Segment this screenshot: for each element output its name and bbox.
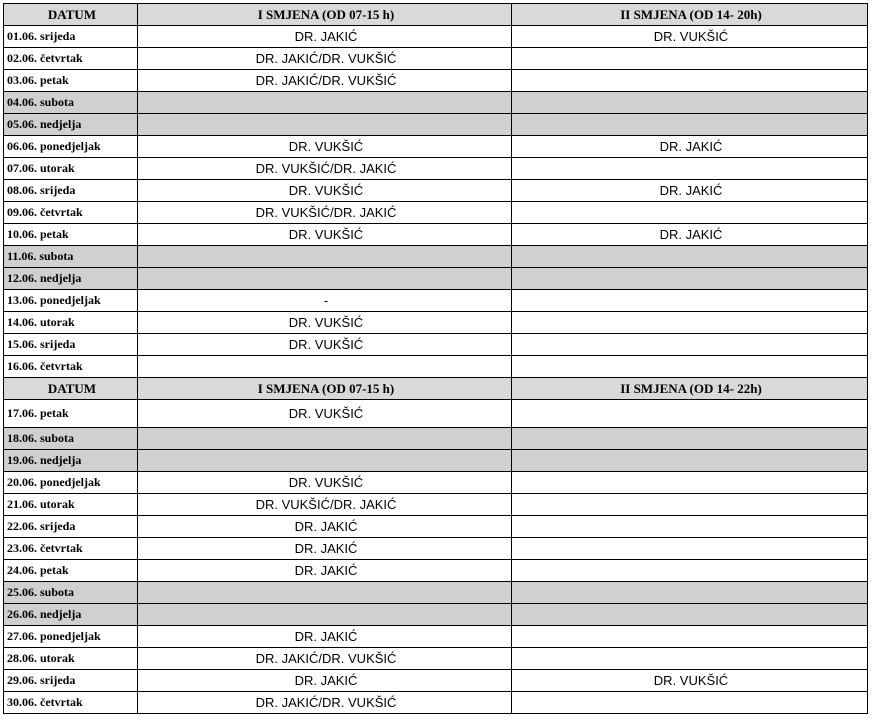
table-row [4,494,868,516]
shift-2-cell [512,450,868,472]
table-row [4,92,868,114]
shift-1-cell: DR. VUKŠIĆ [138,136,512,158]
table-row [4,450,868,472]
shift-2-cell [512,202,868,224]
shift-2-cell [512,604,868,626]
shift-2-cell: DR. JAKIĆ [512,224,868,246]
table-row [4,334,868,356]
table-row [4,70,868,92]
shift-1-cell: DR. JAKIĆ/DR. VUKŠIĆ [138,648,512,670]
shift-2-cell [512,312,868,334]
table-row [4,246,868,268]
shift-2-cell [512,290,868,312]
header-shift-2: II SMJENA (OD 14- 22h) [512,378,868,400]
shift-2-cell: DR. VUKŠIĆ [512,670,868,692]
date-cell: 27.06. ponedjeljak [4,626,138,648]
table-row [4,516,868,538]
shift-2-cell: DR. JAKIĆ [512,180,868,202]
shift-2-cell [512,538,868,560]
shift-1-cell: DR. JAKIĆ/DR. VUKŠIĆ [138,48,512,70]
date-cell: 28.06. utorak [4,648,138,670]
shift-2-cell [512,334,868,356]
shift-1-cell: DR. JAKIĆ [138,670,512,692]
table-row [4,648,868,670]
header-shift-1: I SMJENA (OD 07-15 h) [138,378,512,400]
date-cell: 16.06. četvrtak [4,356,138,378]
header-shift-1: I SMJENA (OD 07-15 h) [138,4,512,26]
date-cell: 04.06. subota [4,92,138,114]
shift-2-cell [512,648,868,670]
shift-2-cell [512,114,868,136]
shift-1-cell: DR. JAKIĆ [138,626,512,648]
shift-1-cell: DR. JAKIĆ [138,516,512,538]
shift-1-cell [138,114,512,136]
table-row [4,582,868,604]
shift-2-cell [512,494,868,516]
shift-1-cell [138,268,512,290]
table-row [4,428,868,450]
date-cell: 18.06. subota [4,428,138,450]
date-cell: 30.06. četvrtak [4,692,138,714]
date-cell: 01.06. srijeda [4,26,138,48]
table-row [4,692,868,714]
date-cell: 19.06. nedjelja [4,450,138,472]
shift-1-cell: DR. VUKŠIĆ/DR. JAKIĆ [138,158,512,180]
shift-1-cell [138,246,512,268]
shift-2-cell [512,472,868,494]
table-row [4,356,868,378]
shift-2-cell [512,626,868,648]
date-cell: 21.06. utorak [4,494,138,516]
header-row [4,4,868,26]
shift-1-cell: DR. VUKŠIĆ/DR. JAKIĆ [138,202,512,224]
shift-2-cell [512,356,868,378]
shift-1-cell: DR. VUKŠIĆ [138,472,512,494]
date-cell: 08.06. srijeda [4,180,138,202]
shift-1-cell: DR. JAKIĆ [138,560,512,582]
shift-1-cell: DR. VUKŠIĆ [138,312,512,334]
date-cell: 11.06. subota [4,246,138,268]
date-cell: 20.06. ponedjeljak [4,472,138,494]
header-row [4,378,868,400]
table-row [4,670,868,692]
shift-2-cell [512,92,868,114]
table-row [4,626,868,648]
shift-1-cell: DR. VUKŠIĆ/DR. JAKIĆ [138,494,512,516]
table-row [4,268,868,290]
date-cell: 26.06. nedjelja [4,604,138,626]
date-cell: 29.06. srijeda [4,670,138,692]
shift-1-cell [138,582,512,604]
shift-1-cell [138,428,512,450]
shift-2-cell [512,246,868,268]
shift-schedule-table [3,3,868,714]
shift-1-cell [138,356,512,378]
shift-2-cell [512,692,868,714]
shift-1-cell: DR. JAKIĆ [138,538,512,560]
date-cell: 10.06. petak [4,224,138,246]
table-row [4,604,868,626]
header-shift-2: II SMJENA (OD 14- 20h) [512,4,868,26]
shift-2-cell: DR. VUKŠIĆ [512,26,868,48]
date-cell: 22.06. srijeda [4,516,138,538]
table-row [4,560,868,582]
shift-1-cell [138,92,512,114]
shift-2-cell [512,48,868,70]
shift-1-cell [138,604,512,626]
table-row [4,180,868,202]
shift-2-cell [512,582,868,604]
shift-2-cell [512,516,868,538]
table-row [4,312,868,334]
date-cell: 12.06. nedjelja [4,268,138,290]
shift-1-cell: - [138,290,512,312]
shift-1-cell: DR. VUKŠIĆ [138,180,512,202]
shift-2-cell [512,428,868,450]
date-cell: 13.06. ponedjeljak [4,290,138,312]
header-datum: DATUM [4,4,138,26]
table-row [4,114,868,136]
schedule-body [4,4,868,714]
shift-1-cell: DR. JAKIĆ/DR. VUKŠIĆ [138,692,512,714]
shift-2-cell [512,158,868,180]
date-cell: 02.06. četvrtak [4,48,138,70]
shift-1-cell: DR. JAKIĆ/DR. VUKŠIĆ [138,70,512,92]
shift-2-cell: DR. JAKIĆ [512,136,868,158]
shift-1-cell: DR. VUKŠIĆ [138,224,512,246]
date-cell: 09.06. četvrtak [4,202,138,224]
date-cell: 17.06. petak [4,400,138,428]
date-cell: 23.06. četvrtak [4,538,138,560]
shift-1-cell [138,450,512,472]
date-cell: 14.06. utorak [4,312,138,334]
table-row [4,48,868,70]
date-cell: 24.06. petak [4,560,138,582]
table-row [4,158,868,180]
shift-2-cell [512,268,868,290]
date-cell: 05.06. nedjelja [4,114,138,136]
table-row [4,538,868,560]
table-row [4,136,868,158]
table-row [4,224,868,246]
date-cell: 06.06. ponedjeljak [4,136,138,158]
table-row [4,26,868,48]
table-row [4,290,868,312]
date-cell: 15.06. srijeda [4,334,138,356]
shift-2-cell [512,400,868,428]
shift-2-cell [512,70,868,92]
shift-1-cell: DR. VUKŠIĆ [138,400,512,428]
date-cell: 07.06. utorak [4,158,138,180]
table-row [4,400,868,428]
header-datum: DATUM [4,378,138,400]
date-cell: 25.06. subota [4,582,138,604]
shift-1-cell: DR. VUKŠIĆ [138,334,512,356]
shift-1-cell: DR. JAKIĆ [138,26,512,48]
table-row [4,472,868,494]
date-cell: 03.06. petak [4,70,138,92]
shift-2-cell [512,560,868,582]
table-row [4,202,868,224]
